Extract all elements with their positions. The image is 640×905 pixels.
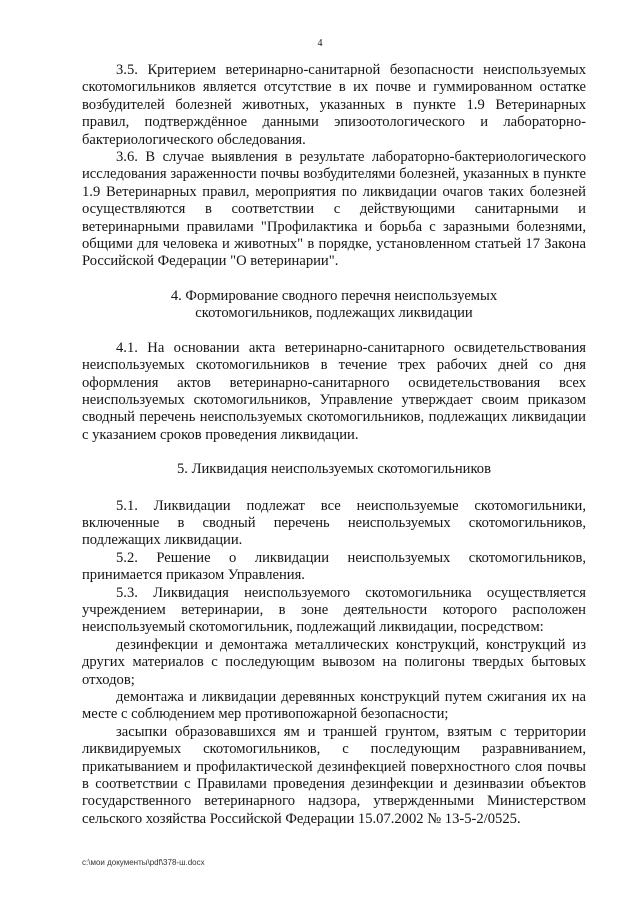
document-body (82, 62, 586, 828)
section-5-heading: 5. Ликвидация неиспользуемых скотомогильников (177, 461, 491, 478)
paragraph-5-3-b: демонтажа и ликвидации деревянных конструкций путем сжигания их на месте с соблюдением мер противопожарной безопасности; (82, 689, 586, 723)
section-4-heading (82, 288, 586, 323)
paragraph-3-5: 3.5. Критерием ветеринарно-санитарной безопасности неиспользуемых скотомогильников является отсутствие в их почве и гуммированном остатке возбудителей болезней животных, указанных в пункте 1.9 Ветеринарных правил, подтверждённое данными эпизоотологического и лабораторно-бактериологического обследования. (82, 62, 586, 148)
paragraph-3-6: 3.6. В случае выявления в результате лабораторно-бактериологического исследования зараженности почвы возбудителями болезней, указанных в пункте 1.9 Ветеринарных правил, мероприятия по ликвидации очагов таких болезней осуществляются в соответствии с действующими санитарными и ветеринарными правилами "Профилактика и борьба с заразными болезнями, общими для человека и животных" в порядке, установленном статьей 17 Закона Российской Федерации "О ветеринарии". (82, 149, 586, 270)
paragraph-5-3-a: дезинфекции и демонтажа металлических конструкций, конструкций из других материалов с последующим вывозом на полигоны твердых бытовых отходов; (82, 636, 586, 688)
file-path-footer: c:\мои документы\pdf\378-ш.docx (82, 858, 205, 867)
paragraph-5-1: 5.1. Ликвидации подлежат все неиспользуемые скотомогильники, включенные в сводный перечень неиспользуемых скотомогильников, подлежащих ликвидации. (82, 497, 586, 549)
page-number: 4 (317, 38, 323, 49)
paragraph-5-2: 5.2. Решение о ликвидации неиспользуемых скотомогильников, принимается приказом Управления. (82, 549, 586, 584)
section-4-heading-line-2: скотомогильников, подлежащих ликвидации (195, 305, 473, 322)
paragraph-4-1: 4.1. На основании акта ветеринарно-санитарного освидетельствования неиспользуемых скотомогильников в течение трех рабочих дней со дня оформления актов ветеринарно-санитарного освидетельствования всех неиспользуемых скотомогильников, Управление утверждает своим приказом сводный перечень неиспользуемых скотомогильников, подлежащих ликвидации с указанием сроков проведения ликвидации. (82, 339, 586, 443)
paragraph-5-3: 5.3. Ликвидация неиспользуемого скотомогильника осуществляется учреждением ветеринарии, в зоне деятельности которого расположен неиспользуемый скотомогильник, подлежащий ликвидации, посредством: (82, 584, 586, 636)
section-4-heading-line-1: 4. Формирование сводного перечня неиспользуемых (170, 287, 498, 304)
paragraph-5-3-c: засыпки образовавшихся ям и траншей грунтом, взятым с территории ликвидируемых скотомогильников, с последующим разравниванием, прикатыванием и профилактической дезинфекцией поверхностного слоя почвы в соответствии с Правилами проведения дезинфекции и дезинвазии объектов государственного ветеринарного надзора, утвержденными Министерством сельского хозяйства Российской Федерации 15.07.2002 № 13-5-2/0525. (82, 723, 586, 827)
